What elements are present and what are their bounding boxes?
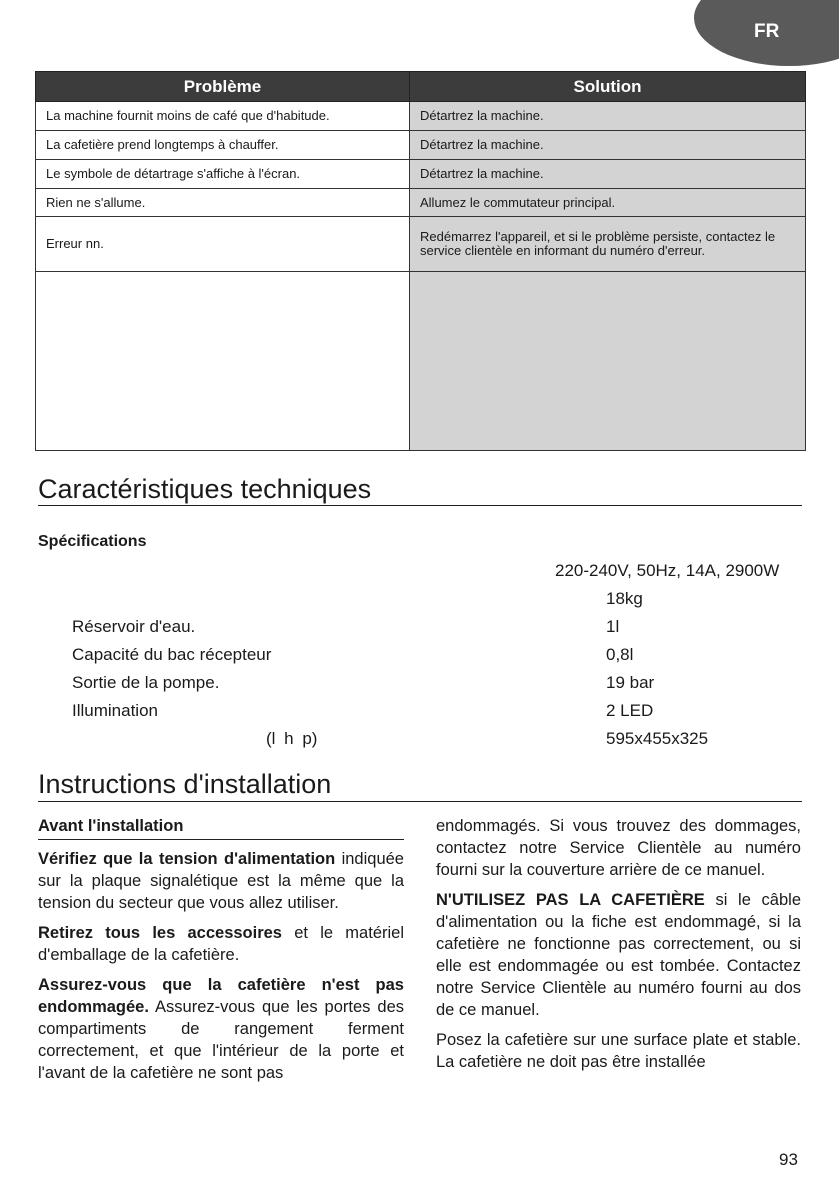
spec-value: 18kg	[606, 589, 643, 608]
spec-label: (l h p)	[266, 729, 318, 748]
spec-label: Réservoir d'eau.	[72, 617, 196, 636]
spec-value: 19 bar	[606, 673, 655, 692]
install-paragraph-bold: N'UTILISEZ PAS LA CAFETIÈRE	[436, 891, 705, 909]
install-right-column	[436, 815, 801, 1081]
install-paragraph-text: Posez la cafetière sur une surface plate et stable. La cafetière ne doit pas être installée	[436, 1031, 801, 1071]
page-number: 93	[779, 1150, 798, 1169]
install-divider	[38, 801, 802, 802]
table-cell-empty	[410, 272, 806, 451]
install-paragraph	[436, 815, 801, 881]
install-paragraph-text: si le câble d'alimentation ou la fiche est endommagé, si la cafetière ne fonctionne pas correctement, ou si elle est endommagée ou est tombée. Contactez notre Service Clientèle au numéro fourni au dos de ce manuel.	[436, 891, 801, 1019]
spec-value: 220-240V, 50Hz, 14A, 2900W	[555, 561, 780, 580]
install-paragraph-text: Assurez-vous que les portes des compartiments de rangement ferment correctement, et que l'intérieur de la porte et l'avant de la cafetière ne sont pas	[38, 998, 404, 1082]
install-paragraph	[436, 1029, 801, 1073]
install-paragraph	[38, 848, 404, 914]
install-subheading: Avant l'installation	[38, 815, 404, 840]
language-label: FR	[754, 21, 780, 42]
spec-heading: Spécifications	[38, 533, 147, 550]
table-cell-problem: Rien ne s'allume.	[36, 189, 410, 217]
spec-value: 1l	[606, 617, 620, 636]
table-cell-problem: Erreur nn.	[36, 217, 410, 272]
table-cell-problem: La cafetière prend longtemps à chauffer.	[36, 131, 410, 160]
spec-value: 595x455x325	[606, 729, 709, 748]
spec-label: Sortie de la pompe.	[72, 673, 220, 692]
install-paragraph-text: endommagés. Si vous trouvez des dommages, contactez notre Service Clientèle au numéro fourni sur la couverture arrière de ce manuel.	[436, 817, 801, 879]
install-paragraph-text: et le matériel d'emballage de la cafetière.	[38, 924, 404, 964]
install-paragraph	[38, 922, 404, 966]
table-cell-empty	[36, 272, 410, 451]
install-paragraph-bold: Assurez-vous que la cafetière n'est pas endommagée.	[38, 976, 404, 1016]
install-left-column	[38, 815, 404, 1092]
tech-divider	[38, 505, 802, 506]
troubleshooting-table	[35, 71, 806, 451]
table-cell-problem: Le symbole de détartrage s'affiche à l'écran.	[36, 160, 410, 189]
install-paragraph	[38, 974, 404, 1084]
spec-value: 2 LED	[606, 701, 654, 720]
table-cell-solution: Détartrez la machine.	[410, 160, 806, 189]
tech-title: Caractéristiques techniques	[38, 474, 372, 504]
header-problem: Problème	[36, 72, 410, 102]
table-cell-solution: Détartrez la machine.	[410, 131, 806, 160]
install-title: Instructions d'installation	[38, 769, 332, 799]
table-cell-solution: Allumez le commutateur principal.	[410, 189, 806, 217]
spec-label: Capacité du bac récepteur	[72, 645, 272, 664]
spec-value: 0,8l	[606, 645, 634, 664]
header-solution: Solution	[410, 72, 806, 102]
table-cell-solution: Détartrez la machine.	[410, 102, 806, 131]
install-paragraph-text: indiquée sur la plaque signalétique est la même que la tension du secteur que vous allez utiliser.	[38, 850, 404, 912]
install-paragraph	[436, 889, 801, 1021]
table-cell-problem: La machine fournit moins de café que d'habitude.	[36, 102, 410, 131]
install-paragraph-bold: Vérifiez que la tension d'alimentation	[38, 850, 336, 868]
install-paragraph-bold: Retirez tous les accessoires	[38, 924, 282, 942]
table-cell-solution: Redémarrez l'appareil, et si le problème persiste, contactez le service clientèle en informant du numéro d'erreur.	[410, 217, 806, 272]
spec-label: Illumination	[72, 701, 158, 720]
